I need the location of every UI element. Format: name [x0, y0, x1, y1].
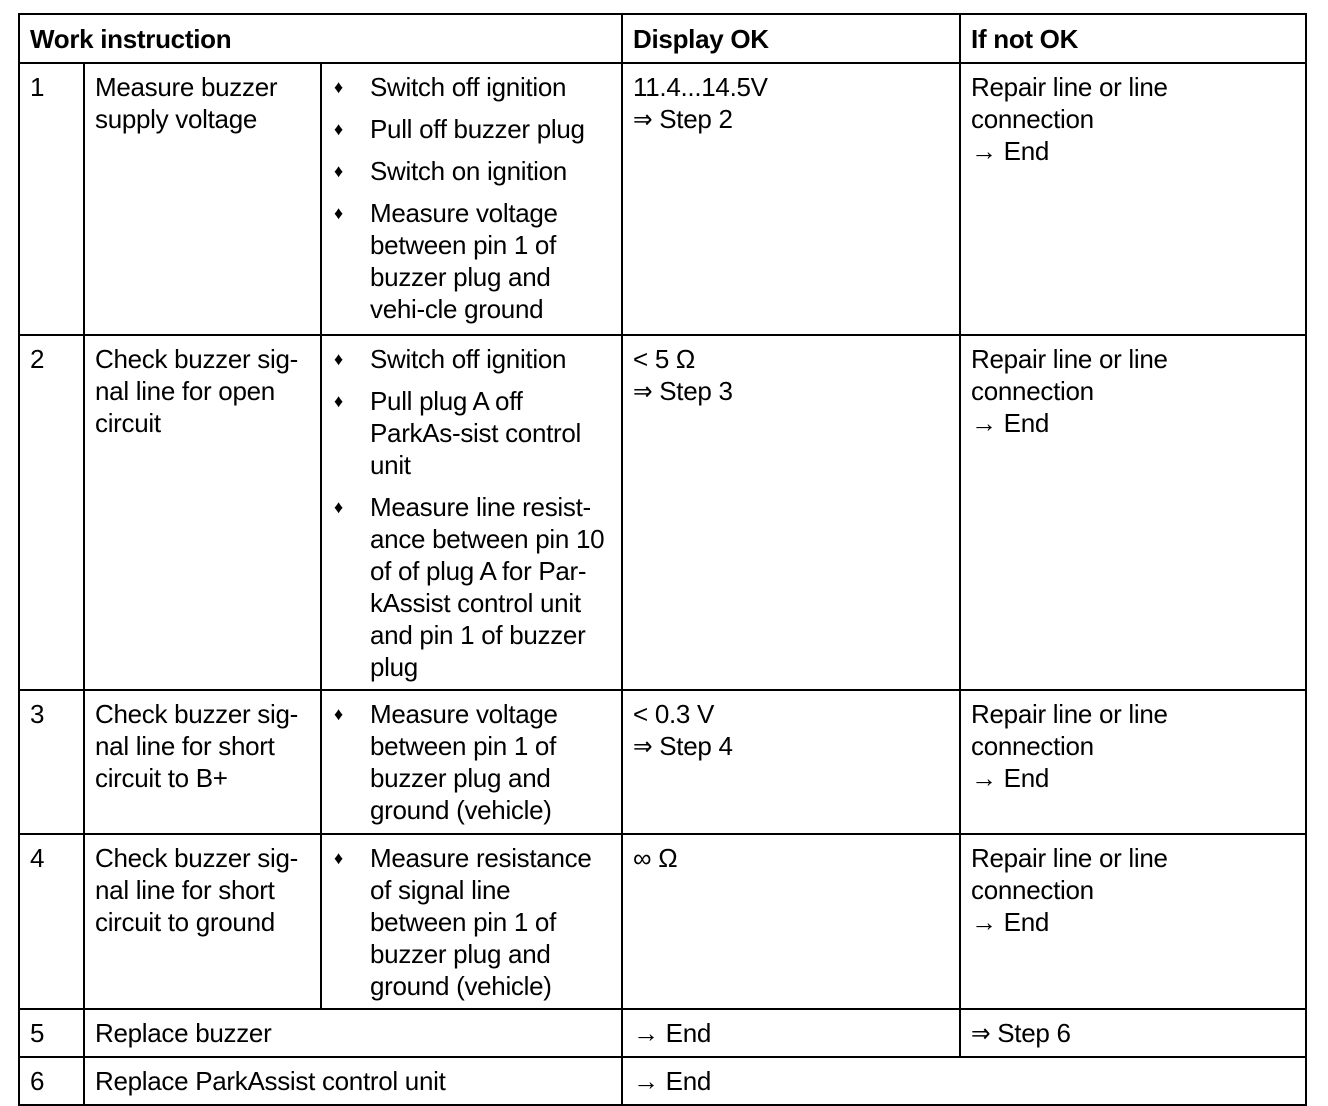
step-title: Replace ParkAssist control unit [84, 1057, 622, 1105]
table-row [19, 1009, 1306, 1057]
table-row [19, 1057, 1306, 1105]
list-item: ♦ Measure voltage between pin 1 of buzzer plug and vehi-cle ground [334, 198, 558, 324]
header-work-instruction: Work instruction [19, 14, 622, 63]
step-title: Check buzzer sig-nal line for short circuit to B+ [84, 690, 321, 834]
if-not-ok-cell: ⇒ Step 6 [960, 1009, 1306, 1057]
table-row [19, 63, 1306, 335]
step-title: Replace buzzer [84, 1009, 622, 1057]
diamond-bullet-icon: ♦ [334, 391, 343, 411]
if-not-ok-cell: Repair line or line connection → End [960, 834, 1306, 1009]
diamond-bullet-icon: ♦ [334, 497, 343, 517]
diamond-bullet-icon: ♦ [334, 119, 343, 139]
diamond-bullet-icon: ♦ [334, 848, 343, 868]
list-item: ♦ Pull off buzzer plug [334, 114, 585, 144]
list-item: ♦ Measure voltage between pin 1 of buzzer plug and ground (vehicle) [334, 699, 558, 825]
if-not-ok-cell: Repair line or line connection → End [960, 63, 1306, 335]
step-number: 3 [19, 690, 84, 834]
header-display-ok: Display OK [622, 14, 960, 63]
step-actions [321, 690, 622, 834]
list-item: ♦ Switch off ignition [334, 344, 567, 374]
diamond-bullet-icon: ♦ [334, 349, 343, 369]
table-row [19, 335, 1306, 690]
if-not-ok-cell: Repair line or line connection → End [960, 690, 1306, 834]
display-ok-cell: 11.4...14.5V ⇒ Step 2 [622, 63, 960, 335]
display-ok-cell: ∞ Ω [622, 834, 960, 1009]
header-row [19, 14, 1306, 63]
step-title: Check buzzer sig-nal line for short circuit to ground [84, 834, 321, 1009]
diamond-bullet-icon: ♦ [334, 704, 343, 724]
list-item: ♦ Switch off ignition [334, 72, 567, 102]
display-ok-cell: < 0.3 V ⇒ Step 4 [622, 690, 960, 834]
diamond-bullet-icon: ♦ [334, 77, 343, 97]
diamond-bullet-icon: ♦ [334, 161, 343, 181]
step-actions [321, 335, 622, 690]
diamond-bullet-icon: ♦ [334, 203, 343, 223]
list-item: ♦ Measure line resist-ance between pin 10 of of plug A for Par-kAssist control unit and pin 1 of buzzer plug [334, 492, 605, 682]
step-actions [321, 63, 622, 335]
table-row [19, 690, 1306, 834]
display-ok-cell: → End [622, 1057, 1306, 1105]
work-instruction-table [18, 13, 1307, 1106]
step-number: 1 [19, 63, 84, 335]
display-ok-cell: → End [622, 1009, 960, 1057]
list-item: ♦ Pull plug A off ParkAs-sist control unit [334, 386, 582, 480]
display-ok-cell: < 5 Ω ⇒ Step 3 [622, 335, 960, 690]
step-actions [321, 834, 622, 1009]
if-not-ok-cell: Repair line or line connection → End [960, 335, 1306, 690]
list-item: ♦ Switch on ignition [334, 156, 567, 186]
step-number: 5 [19, 1009, 84, 1057]
table-row [19, 834, 1306, 1009]
step-number: 4 [19, 834, 84, 1009]
list-item: ♦ Measure resistance of signal line between pin 1 of buzzer plug and ground (vehicle) [334, 843, 592, 1001]
header-if-not-ok: If not OK [960, 14, 1306, 63]
step-number: 6 [19, 1057, 84, 1105]
step-number: 2 [19, 335, 84, 690]
step-title: Measure buzzer supply voltage [84, 63, 321, 335]
step-title: Check buzzer sig-nal line for open circuit [84, 335, 321, 690]
